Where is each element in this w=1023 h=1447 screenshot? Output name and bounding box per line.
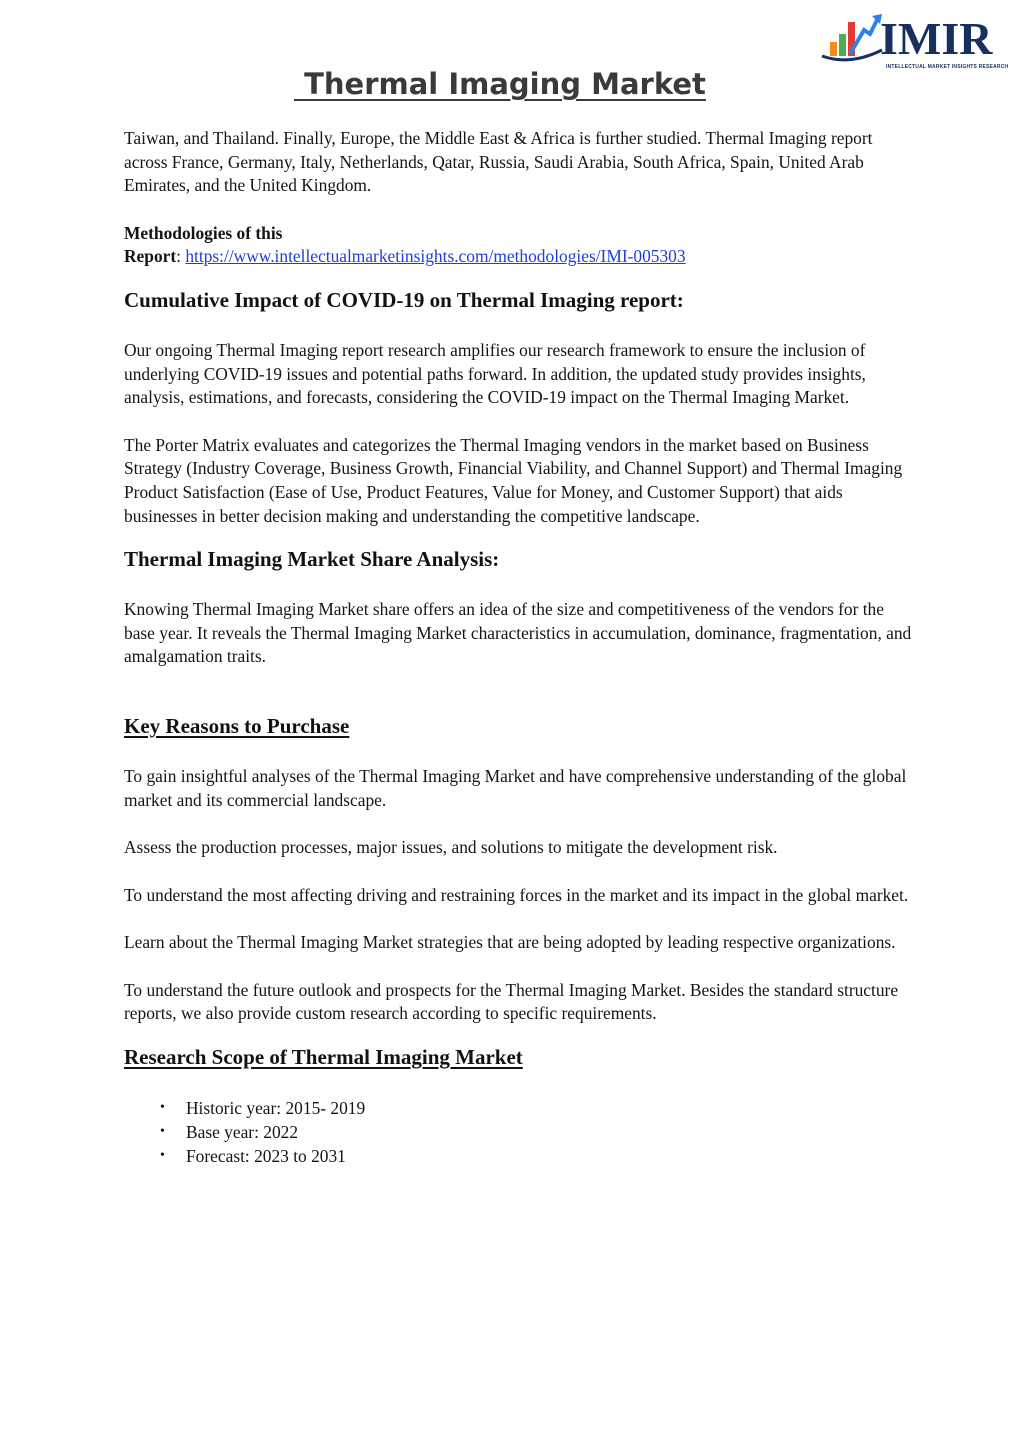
list-item (124, 1096, 914, 1120)
scope-item-text: Historic year: 2015- 2019 (186, 1098, 366, 1119)
document-body (124, 127, 914, 1168)
methodology-link[interactable]: https://www.intellectualmarketinsights.com/methodologies/IMI-005303 (185, 246, 686, 267)
bullet-icon: • (160, 1100, 165, 1116)
bullet-icon: • (160, 1148, 165, 1164)
reason-item: To understand the most affecting driving and restraining forces in the market and its impact in the global market. (124, 884, 909, 905)
methodology-colon: : (176, 246, 186, 267)
scope-item-text: Forecast: 2023 to 2031 (186, 1146, 346, 1167)
logo-wordmark: IMIR (880, 13, 993, 64)
scope-item-text: Base year: 2022 (186, 1122, 299, 1143)
reason-item: Learn about the Thermal Imaging Market strategies that are being adopted by leading respective organizations. (124, 932, 896, 953)
reasons-heading: Key Reasons to Purchase (124, 713, 350, 738)
list-item (124, 1144, 914, 1168)
methodology-block (124, 222, 914, 269)
list-item (124, 1120, 914, 1144)
logo-subtitle: INTELLECTUAL MARKET INSIGHTS RESEARCH (886, 64, 1009, 70)
imir-logo (820, 12, 1009, 72)
reason-item: To gain insightful analyses of the Thermal Imaging Market and have comprehensive understanding of the global market and its commercial landscape. (124, 765, 907, 810)
intro-paragraph: Taiwan, and Thailand. Finally, Europe, the Middle East & Africa is further studied. Thermal Imaging report across France, Germany, Italy, Netherlands, Qatar, Russia, Saudi Arabia, South Africa, Spain, United Arab Emirates, and the United Kingdom. (124, 128, 873, 196)
share-heading: Thermal Imaging Market Share Analysis: (124, 547, 500, 572)
methodology-label: Methodologies of this (124, 222, 283, 243)
scope-heading: Research Scope of Thermal Imaging Market (124, 1045, 523, 1070)
covid-paragraph-1: Our ongoing Thermal Imaging report research amplifies our research framework to ensure the inclusion of underlying COVID-19 issues and potential paths forward. In addition, the updated study provides insights, analysis, estimations, and forecasts, considering the COVID-19 impact on the Thermal Imaging Market. (124, 339, 866, 408)
reason-item: To understand the future outlook and prospects for the Thermal Imaging Market. Besides the standard structure reports, we also provide custom research according to specific requirements. (124, 979, 899, 1024)
share-paragraph: Knowing Thermal Imaging Market share offers an idea of the size and competitiveness of the vendors for the base year. It reveals the Thermal Imaging Market characteristics in accumulation, dominance, fragmentation, and amalgamation traits. (124, 599, 912, 667)
reason-item: Assess the production processes, major issues, and solutions to mitigate the development risk. (124, 837, 778, 858)
covid-heading: Cumulative Impact of COVID-19 on Thermal Imaging report: (124, 287, 684, 312)
scope-list (124, 1096, 914, 1168)
methodology-label-report: Report (124, 246, 177, 267)
bullet-icon: • (160, 1124, 165, 1140)
covid-paragraph-2: The Porter Matrix evaluates and categorizes the Thermal Imaging vendors in the market based on Business Strategy (Industry Coverage, Business Growth, Financial Viability, and Channel Support) and Thermal Imaging Product Satisfaction (Ease of Use, Product Features, Value for Money, and Customer Support) that aids businesses in better decision making and understanding the competitive landscape. (124, 434, 903, 526)
page-title: Thermal Imaging Market (294, 67, 706, 101)
